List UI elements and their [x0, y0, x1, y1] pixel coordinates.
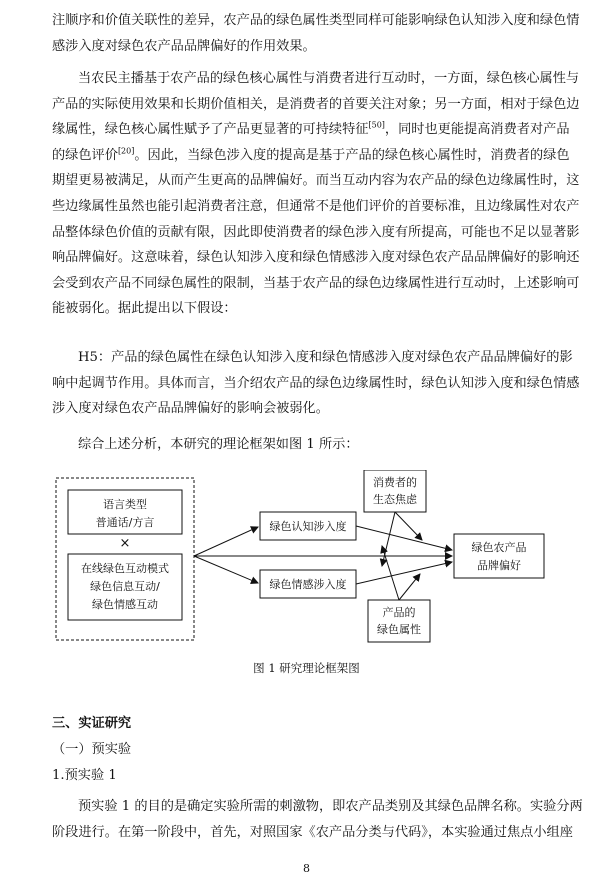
- paragraph-2: [52, 66, 580, 322]
- subsubsection-heading: 1.预实验 1: [52, 768, 117, 783]
- citation: [50]: [368, 120, 385, 130]
- brand-preference-label-1: 绿色农产品: [471, 541, 527, 554]
- text-line: 预实验 1 的目的是确定实验所需的刺激物，即农产品类别及其绿色品牌名称。实验分两: [78, 799, 583, 814]
- arrow-green-attribute-moderation-2: [399, 574, 420, 600]
- emotional-involvement-label: 绿色情感涉入度: [269, 578, 347, 591]
- text-line: 阶段进行。在第一阶段中，首先，对照国家《农产品分类与代码》，本实验通过焦点小组座: [52, 824, 573, 840]
- eco-anxiety-label-1: 消费者的: [373, 476, 417, 489]
- hypothesis-h5: [52, 345, 580, 422]
- text-line: 些边缘属性虽然也能引起消费者注意，但通常不是他们评价的首要标准，且边缘属性对农产: [52, 198, 580, 214]
- interaction-mode-emotion: 绿色情感互动: [92, 598, 158, 611]
- interaction-mode-title: 在线绿色互动模式: [81, 562, 169, 575]
- text-line: 能被弱化。据此提出以下假设：: [52, 301, 237, 317]
- brand-preference-label-2: 品牌偏好: [477, 559, 521, 572]
- green-attribute-label-2: 绿色属性: [377, 623, 421, 636]
- text-line: 的绿色评价[20]。因此，当绿色涉入度的提高是基于产品的绿色核心属性时，消费者的绿色: [52, 146, 570, 163]
- green-attribute-label-1: 产品的: [382, 606, 416, 619]
- text-line: 响中起调节作用。具体而言，当介绍农产品的绿色边缘属性时，绿色认知涉入度和绿色情感: [52, 375, 580, 391]
- text-line: 感涉入度对绿色农产品品牌偏好的作用效果。: [52, 38, 316, 54]
- interaction-symbol: ×: [119, 536, 131, 551]
- text-line: 综合上述分析，本研究的理论框架如图 1 所示：: [78, 437, 359, 452]
- arrow-to-cognitive: [194, 527, 258, 556]
- text-line: 品整体绿色价值的贡献有限，因此即使消费者的绿色涉入度有所提高，可能也不足以显著影: [52, 224, 580, 240]
- text-line: 产品的实际使用效果和长期价值相关，是消费者的首要关注对象；另一方面，相对于绿色边: [52, 96, 580, 112]
- arrow-eco-anxiety-moderation-1: [382, 512, 395, 566]
- text-line: H5：产品的绿色属性在绿色认知涉入度和绿色情感涉入度对绿色农产品品牌偏好的影: [78, 350, 573, 365]
- paragraph-4: [52, 432, 564, 458]
- text-line: 注顺序和价值关联性的差异，农产品的绿色属性类型同样可能影响绿色认知涉入度和绿色情: [52, 13, 580, 28]
- arrow-emotional-to-outcome: [356, 562, 452, 584]
- text-line: 缘属性，绿色核心属性赋予了产品更显著的可持续特征[50]，同时也更能提高消费者对产品: [52, 120, 570, 138]
- arrow-green-attribute-moderation-1: [382, 546, 399, 600]
- arrow-cognitive-to-outcome: [356, 526, 452, 550]
- framework-diagram: [52, 470, 564, 650]
- text-line: 期望更易被满足，从而产生更高的品牌偏好。而当互动内容为农产品的绿色边缘属性时，这: [52, 173, 580, 189]
- text-line: 响品牌偏好。这意味着，绿色认知涉入度和绿色情感涉入度对绿色农产品品牌偏好的影响还: [52, 250, 580, 266]
- text-line: 涉入度对绿色农产品品牌偏好的影响会被弱化。: [52, 401, 329, 417]
- language-type-label: 语言类型: [103, 498, 147, 511]
- citation: [20]: [117, 146, 135, 156]
- section-heading: 三、实证研究: [52, 716, 132, 731]
- arrow-eco-anxiety-moderation-2: [395, 512, 422, 540]
- language-type-values: 普通话/方言: [95, 516, 155, 529]
- paragraph-5: [52, 794, 583, 845]
- page-number: 8: [303, 862, 310, 875]
- interaction-mode-info: 绿色信息互动/: [90, 580, 160, 593]
- eco-anxiety-label-2: 生态焦虑: [373, 493, 417, 506]
- text-line: 当农民主播基于农产品的绿色核心属性与消费者进行互动时，一方面，绿色核心属性与: [78, 71, 580, 86]
- text-line: 会受到农产品不同绿色属性的限制，当基于农产品的绿色边缘属性进行互动时，上述影响可: [52, 275, 580, 291]
- arrow-to-emotional: [194, 556, 258, 583]
- cognitive-involvement-label: 绿色认知涉入度: [269, 520, 347, 533]
- subsection-heading: （一）预实验: [52, 742, 132, 757]
- figure-caption: 图 1 研究理论框架图: [253, 661, 360, 675]
- paragraph-1: [52, 8, 580, 59]
